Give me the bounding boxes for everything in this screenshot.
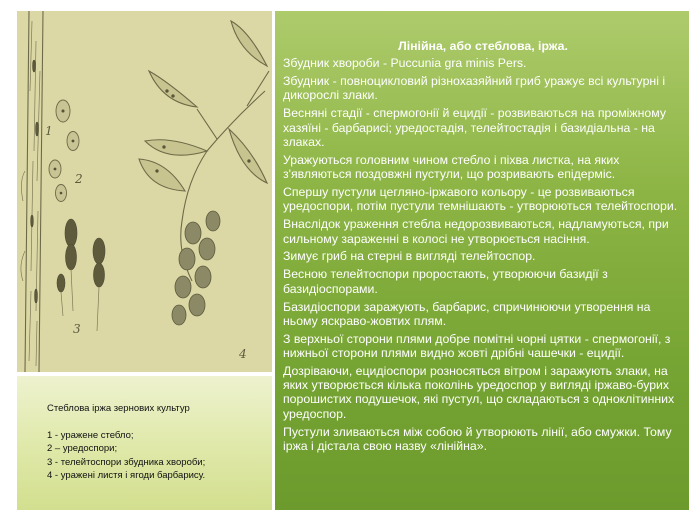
label-3: 3 bbox=[73, 322, 81, 336]
paragraph-host-range: Збудник - повноцикловий різнохазяйний гриб уражує всі культурні і дикорослі злаки. bbox=[283, 74, 666, 103]
paragraph-damage: Внаслідок ураження стебла недорозвиваються, надламуються, при сильному зараженні в колосі не утворюється насіння. bbox=[283, 217, 669, 246]
paragraph-stages: Весняні стадії - спермогонії й ецидії - розвиваються на проміжному хазяїні - барбарисі; уредостадія, телейтостадія і базидіальна - на злаках. bbox=[283, 106, 666, 149]
paragraph-germination: Весною телейтоспори проростають, утворюючи базидії з базидіоспорами. bbox=[283, 267, 608, 296]
rust-illustration bbox=[17, 11, 272, 372]
paragraph-overwintering: Зимує гриб на стерні в вигляді телейтоспор. bbox=[283, 249, 536, 264]
panel-title: Лінійна, або стеблова, іржа. bbox=[398, 39, 568, 53]
paragraph-spermogonia: З верхньої сторони плями добре помітні чорні цятки - спермогонії, з нижньої сторони плями видно жовті дрібні чашечки - ецидії. bbox=[283, 331, 671, 360]
label-2: 2 bbox=[75, 172, 83, 186]
illustration-caption bbox=[17, 376, 272, 510]
caption-item-3: 3 - телейтоспори збудника хвороби; bbox=[47, 456, 206, 468]
paragraph-barberry-infection: Базидіоспори заражують, барбарис, спричинюючи утворення на ньому яскраво-жовтих плям. bbox=[283, 299, 651, 328]
caption-title: Стеблова іржа зернових культур bbox=[47, 403, 190, 414]
illustration-drawing bbox=[17, 11, 272, 372]
teliospores bbox=[57, 219, 105, 331]
paragraph-name-origin: Пустули зливаються між собою й утворюють лінії, або смужки. Тому іржа і дістала свою назву «лінійна». bbox=[283, 424, 672, 453]
paragraph-aeciospores: Дозріваючи, ецидіоспори розносяться вітром і заражують злаки, на яких утворюється кілька поколінь уредоспор у вигляді іржаво-бурих порошистих подушечок, які пустул, що складаються з одноклітинних уредоспор. bbox=[283, 363, 675, 421]
caption-item-4: 4 - уражені листя і ягоди барбарису. bbox=[47, 470, 206, 482]
paragraph-pustules: Спершу пустули цегляно-іржавого кольору - це розвиваються уредоспори, потім пустули темнішають - утворюються телейтоспори. bbox=[283, 185, 678, 214]
infected-stem bbox=[21, 11, 43, 372]
urediospores bbox=[49, 100, 79, 202]
label-4: 4 bbox=[239, 347, 247, 361]
barberry-branch bbox=[139, 21, 269, 325]
paragraph-pathogen: Збудник хвороби - Puccunia gra minis Pers. bbox=[283, 56, 527, 71]
label-1: 1 bbox=[45, 124, 53, 138]
caption-item-1: 1 - уражене стебло; bbox=[47, 429, 134, 441]
paragraph-symptoms: Уражуються головним чином стебло і піхва листка, на яких з'являються поздовжні пустули, що розривають епідерміс. bbox=[283, 152, 620, 182]
description-panel bbox=[275, 11, 689, 510]
caption-item-2: 2 – уредоспори; bbox=[47, 443, 118, 455]
